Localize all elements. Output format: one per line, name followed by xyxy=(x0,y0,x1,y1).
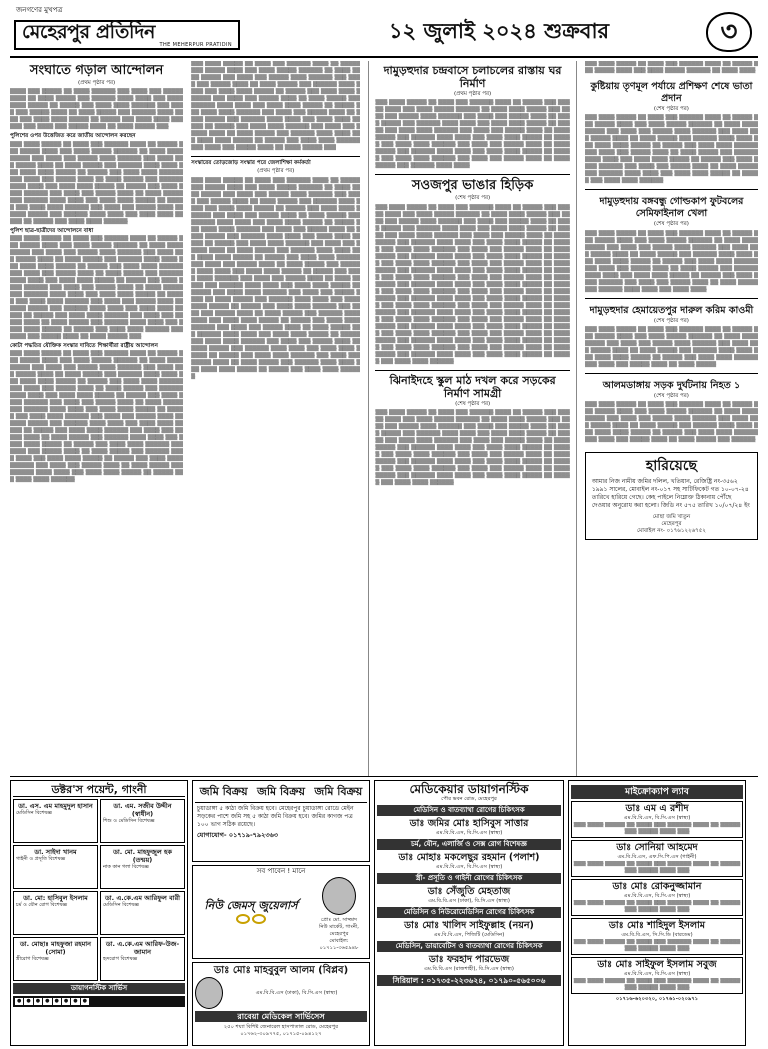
doctor-cell-name: ডা. এম. সজীব উদ্দীন (স্বাধীন) xyxy=(113,802,172,818)
continued-note: (শেষ পৃষ্ঠার পর) xyxy=(653,106,689,112)
slogan: জনগণের মুখপত্র xyxy=(16,6,63,14)
doctor-cell-spec: স্ত্রীরোগ বিশেষজ্ঞ xyxy=(16,956,49,962)
continued-note: (শেষ পৃষ্ঠার পর) xyxy=(455,400,491,407)
doctor-cell xyxy=(13,891,98,935)
headline-football: দামুড়হুদায় বঙ্গবন্ধু গোল্ডকাপ ফুটবলের সেমিফাইনাল খেলা xyxy=(599,196,744,220)
doctor-cell xyxy=(100,937,185,981)
headline-madrasa: দামুড়হুদার হেমায়েতপুর দারুল করিম কাওমী xyxy=(589,304,754,316)
divider xyxy=(191,156,360,157)
continued-note: (শেষ পৃষ্ঠার পর) xyxy=(455,195,491,202)
doctor-biplob-name: ডাঃ মোঃ মাহবুবুল আলম (বিপ্লব) xyxy=(213,965,349,976)
divider xyxy=(585,189,758,190)
article-body-filler: ▒▒▒ ▒▒▒▒ ▒▒▒▒▒ ▒▒ ▒▒▒▒ ▒▒▒ ▒▒▒▒▒▒ ▒▒▒▒ ▒▒ ▒▒▒▒▒ ▒▒▒ ▒▒▒▒▒ ▒▒▒▒ ▒▒▒ ▒▒▒▒ ▒▒▒▒▒ ▒▒▒▒▒▒ ▒▒ ▒▒▒▒ ▒▒▒▒ ▒▒▒▒▒ ▒▒▒ ▒▒▒▒ ▒▒▒ ▒▒▒▒▒ ▒▒▒▒ ▒▒▒▒▒▒ ▒▒▒ ▒▒▒▒ ▒▒▒ ▒▒▒▒▒ ▒▒▒▒ ▒▒ ▒▒▒▒ ▒▒▒▒▒ ▒▒▒ ▒▒▒▒▒▒ ▒▒▒▒ ▒▒▒▒ ▒▒▒ ▒▒▒▒ ▒▒▒▒ ▒▒▒▒▒ ▒▒ ▒▒▒▒▒ ▒▒▒ ▒▒▒▒ ▒▒▒▒ ▒▒▒▒▒▒ ▒▒▒ ▒▒▒▒ ▒▒▒ ▒▒▒▒▒ ▒▒▒▒ ▒▒ ▒▒▒▒ ▒▒▒▒▒ ▒▒▒ ▒▒▒▒▒▒ ▒▒▒▒ ▒▒▒▒ ▒▒▒ ▒▒▒▒ ▒▒▒▒ ▒▒▒▒▒ ▒▒ ▒▒▒▒▒ ▒▒▒ ▒▒▒▒ ▒▒▒▒ ▒▒▒▒▒▒ ▒▒▒ ▒▒▒▒ ▒▒▒ ▒▒▒▒▒ ▒▒▒▒ ▒▒ ▒▒▒▒ ▒▒▒▒▒ ▒▒▒ ▒▒▒▒▒▒ ▒▒▒▒ ▒▒▒▒ ▒▒▒ ▒▒▒▒ ▒▒▒▒ ▒▒▒▒▒ ▒▒ ▒▒▒▒▒ ▒▒▒ ▒▒▒▒ ▒▒▒▒ ▒▒▒▒▒▒ ▒▒▒ ▒▒▒▒ ▒▒▒ ▒▒▒▒▒ ▒▒▒▒ ▒▒ ▒▒▒▒ ▒▒▒▒▒ ▒▒▒ ▒▒▒▒▒▒ ▒▒▒▒ ▒▒▒▒ ▒▒▒ ▒▒▒▒ ▒▒▒▒ ▒▒▒▒▒ ▒▒ ▒▒▒▒▒ ▒▒▒ ▒▒▒▒ ▒▒▒▒ ▒▒▒▒▒▒ ▒▒▒ ▒▒▒▒ ▒▒▒ ▒▒▒▒▒ ▒▒▒▒ ▒▒ ▒▒▒▒ ▒▒▒▒▒ ▒▒▒ ▒▒▒▒▒▒ ▒▒▒▒ ▒▒▒▒ ▒▒▒ ▒▒▒▒ ▒▒▒▒ ▒▒▒▒▒ ▒▒ ▒▒▒▒▒ ▒▒▒ ▒▒▒▒ ▒▒▒▒ ▒▒▒▒▒▒ ▒▒▒ ▒▒▒▒ ▒▒▒ ▒▒▒▒▒ ▒▒▒▒ ▒▒ ▒▒▒▒ ▒▒▒▒▒ ▒▒▒ ▒▒▒▒▒▒ ▒▒▒▒ ▒▒▒▒ ▒▒▒ ▒▒▒▒ ▒▒▒▒ ▒▒▒▒▒ ▒▒ ▒▒▒▒▒ ▒▒▒ ▒▒▒▒ ▒▒▒▒ ▒▒▒▒▒▒ ▒▒▒ ▒▒▒▒ ▒▒▒ ▒▒▒▒▒ ▒▒▒▒ ▒▒ ▒▒▒▒ ▒▒▒▒▒ ▒▒▒ ▒▒▒▒▒▒ ▒▒▒▒ ▒▒▒▒ ▒▒▒ ▒▒▒▒ ▒▒▒▒ ▒▒▒▒▒ ▒▒ ▒▒▒▒▒ ▒▒▒ ▒▒▒▒ ▒▒▒▒ ▒▒▒▒▒▒ ▒▒▒ ▒▒▒▒ ▒▒▒ ▒▒▒▒▒ ▒▒▒▒ ▒▒ ▒▒▒▒ ▒▒▒▒▒ ▒▒▒ ▒▒▒▒▒▒ ▒▒▒▒ ▒▒▒▒ ▒▒▒ ▒▒▒▒ ▒▒▒▒ ▒▒▒▒▒ ▒▒ ▒▒▒▒▒ ▒▒▒ ▒▒▒▒ ▒▒▒▒ ▒▒▒▒▒▒ ▒▒▒ ▒▒▒▒ ▒▒▒ ▒▒▒▒▒ ▒▒▒▒ ▒▒ ▒▒▒▒ ▒▒▒▒▒ ▒▒▒ ▒▒▒▒▒▒ ▒▒▒▒ ▒▒▒▒ ▒▒▒ ▒▒▒▒ ▒▒▒▒ ▒▒▒▒▒ ▒▒ ▒▒▒▒▒ ▒▒▒ ▒▒▒▒ ▒▒▒▒ ▒▒▒▒▒▒ ▒▒▒ ▒▒▒▒ ▒▒▒ ▒▒▒▒▒ ▒▒▒▒ ▒▒ ▒▒▒▒ ▒▒▒▒▒ ▒▒▒ ▒▒▒▒▒▒ ▒▒▒▒ ▒▒▒▒ ▒▒▒ ▒▒▒▒ ▒▒▒▒ ▒▒▒▒▒ ▒▒ ▒▒▒▒▒ ▒▒▒ ▒▒▒▒ ▒▒▒▒ ▒▒▒▒▒▒ ▒▒▒ ▒▒▒▒ ▒▒▒ ▒▒▒▒▒ ▒▒▒▒ ▒▒ ▒▒▒▒ ▒▒▒▒▒ ▒▒▒ ▒▒▒▒▒▒ ▒▒▒▒ ▒▒▒▒ ▒▒▒ ▒▒▒▒ ▒▒▒▒ ▒▒▒▒▒ ▒▒ ▒▒▒▒▒ ▒▒▒ ▒▒▒▒ ▒▒▒▒ ▒▒▒▒▒▒ xyxy=(191,177,361,380)
microcap-doctor-degree: এম.বি.বি.এস, বি.সি.এস (স্বাস্থ্য) xyxy=(623,971,691,977)
medicare-doctor-name: ডাঃ মোঃ খালিদ সাইফুল্লাহ (নয়ন) xyxy=(404,920,534,931)
logo-subtitle: THE MEHERPUR PRATIDIN xyxy=(159,41,232,48)
medicare-doctor-degree: এম.বি.বি.এস (রাজশাহী), বি.সি.এস (স্বাস্থ্য) xyxy=(424,966,514,972)
medicare-address: পৌর ভবন রোড, মেহেরপুর xyxy=(441,796,497,802)
doctor-cell-spec: নাক কান গলা বিশেষজ্ঞ xyxy=(103,864,149,870)
subhead-education: সংস্কারের তোড়জোড় সংস্কার পরে জেলাশিক্ষা কর্মকর্তা xyxy=(191,160,311,166)
doctor-cell-name: ডা. এস. এম মাহমুদুল হাসান xyxy=(18,802,93,810)
logo-title: মেহেরপুর প্রতিদিন xyxy=(22,20,155,43)
medicare-specialty: স্ত্রী- প্রসূতি ও গাইনী রোগের চিকিৎসক xyxy=(377,873,561,884)
doctor-cell xyxy=(13,845,98,889)
medicare-doctor-name: ডাঃ ফরহাদ পারভেজ xyxy=(428,954,510,965)
service-item: ● xyxy=(35,998,41,1004)
land-sale-body: চুয়াডাঙ্গা ৫ কাঠা জমি বিক্রয় হবে। মেহেরপুর চুয়াডাঙ্গা রোডে মেইন সড়কের পাশে জমি সহ ৫ কাঠা জমি বিক্রয় হবে। জমির কাগজ পত্র ১০০ ভাগ সঠিক রয়েছে। xyxy=(197,804,354,828)
ring-icons xyxy=(195,914,307,927)
column-2 xyxy=(191,61,360,776)
lost-notice xyxy=(585,452,758,540)
medicare-doctor-degree: এম.বি.বি.এস, বি.সি.এস (স্বাস্থ্য) xyxy=(435,830,503,836)
article-body-filler: ▒▒▒ ▒▒▒▒ ▒▒▒▒▒ ▒▒ ▒▒▒▒ ▒▒▒ ▒▒▒▒▒▒ ▒▒▒▒ ▒▒ ▒▒▒▒▒ ▒▒▒ ▒▒▒▒▒ ▒▒▒▒ ▒▒▒ ▒▒▒▒ ▒▒▒▒▒ ▒▒▒▒▒▒ ▒▒ ▒▒▒▒ ▒▒▒▒ ▒▒▒▒▒ ▒▒▒ ▒▒▒▒ ▒▒▒ ▒▒▒▒▒ ▒▒▒▒ ▒▒▒▒▒▒ ▒▒▒ ▒▒▒▒ ▒▒▒ ▒▒▒▒▒ ▒▒▒▒ ▒▒ ▒▒▒▒ ▒▒▒▒▒ ▒▒▒ ▒▒▒▒▒▒ ▒▒▒▒ ▒▒▒▒ ▒▒▒ ▒▒▒▒ ▒▒▒▒ ▒▒▒▒▒ ▒▒ ▒▒▒▒▒ ▒▒▒ ▒▒▒▒ ▒▒▒▒ ▒▒▒▒▒▒ ▒▒▒ ▒▒▒▒ ▒▒▒ ▒▒▒▒▒ ▒▒▒▒ ▒▒ ▒▒▒▒ ▒▒▒▒▒ ▒▒▒ ▒▒▒▒▒▒ ▒▒▒▒ ▒▒▒▒ ▒▒▒ ▒▒▒▒ ▒▒▒▒ ▒▒▒▒▒ ▒▒ ▒▒▒▒▒ ▒▒▒ ▒▒▒▒ ▒▒▒▒ ▒▒▒▒▒▒ ▒▒▒ ▒▒▒▒ ▒▒▒ ▒▒▒▒▒ ▒▒▒▒ ▒▒ ▒▒▒▒ ▒▒▒▒▒ ▒▒▒ ▒▒▒▒▒▒ ▒▒▒▒ ▒▒▒▒ ▒▒▒ ▒▒▒▒ ▒▒▒▒ ▒▒▒▒▒ ▒▒ ▒▒▒▒▒ ▒▒▒ ▒▒▒▒ ▒▒▒▒ ▒▒▒▒▒▒ ▒▒▒ ▒▒▒▒ ▒▒▒ ▒▒▒▒▒ ▒▒▒▒ ▒▒ ▒▒▒▒ ▒▒▒▒▒ ▒▒▒ ▒▒▒▒▒▒ ▒▒▒▒ ▒▒▒▒ ▒▒▒ ▒▒▒▒ ▒▒▒▒ ▒▒▒▒▒ ▒▒ ▒▒▒▒▒ ▒▒▒ ▒▒▒▒ ▒▒▒▒ ▒▒▒▒▒▒ ▒▒▒ ▒▒▒▒ ▒▒▒ ▒▒▒▒▒ ▒▒▒▒ ▒▒ ▒▒▒▒ ▒▒▒▒▒ ▒▒▒ ▒▒▒▒▒▒ ▒▒▒▒ ▒▒▒▒ ▒▒▒ ▒▒▒▒ ▒▒▒▒ ▒▒▒▒▒ ▒▒ ▒▒▒▒▒ ▒▒▒ ▒▒▒▒ ▒▒▒▒ ▒▒▒▒▒▒ ▒▒▒ ▒▒▒▒ ▒▒▒ ▒▒▒▒▒ ▒▒▒▒ ▒▒ ▒▒▒▒ ▒▒▒▒▒ ▒▒▒ xyxy=(10,236,184,340)
continued-note: (শেষ পৃষ্ঠার পর) xyxy=(653,392,689,399)
divider xyxy=(585,298,758,299)
medicare-title: মেডিকেয়ার ডায়াগনস্টিক xyxy=(409,782,529,796)
masthead xyxy=(10,6,758,58)
medicare-specialty: মেডিসিন, ডায়াবেটিস ও বাতব্যাথা রোগের চিকিৎসক xyxy=(377,941,561,952)
jewellers-owner xyxy=(311,875,367,952)
lost-signature xyxy=(592,514,751,535)
clinic-name: রাবেয়া মেডিকেল সার্ভিসেস xyxy=(195,1011,367,1022)
clinic-phone: ০১৭৬২-৩০৯৭৭৫, ০১৭১৫-০৯৪১২৭ xyxy=(240,1031,322,1037)
article-body-filler: ▒▒▒ ▒▒▒▒ ▒▒▒▒▒ ▒▒ ▒▒▒▒ ▒▒▒ ▒▒▒▒▒▒ ▒▒▒▒ ▒▒ ▒▒▒▒▒ ▒▒▒ ▒▒▒▒▒ ▒▒▒▒ ▒▒▒ ▒▒▒▒ ▒▒▒▒▒ ▒▒▒▒▒▒ ▒▒ ▒▒▒▒ ▒▒▒▒ ▒▒▒▒▒ ▒▒▒ ▒▒▒▒ ▒▒▒ ▒▒▒▒▒ ▒▒▒▒ ▒▒▒▒▒▒ ▒▒▒ ▒▒▒▒ ▒▒▒ ▒▒▒▒▒ ▒▒▒▒ ▒▒ ▒▒▒▒ ▒▒▒▒▒ ▒▒▒ ▒▒▒▒▒▒ ▒▒▒▒ ▒▒▒▒ ▒▒▒ ▒▒▒▒ ▒▒▒▒ ▒▒▒▒▒ ▒▒ ▒▒▒▒▒ ▒▒▒ ▒▒▒▒ ▒▒▒▒ ▒▒▒▒▒▒ ▒▒▒ ▒▒▒▒ ▒▒▒ ▒▒▒▒▒ ▒▒▒▒ ▒▒ ▒▒▒▒ ▒▒▒▒▒ ▒▒▒ ▒▒▒▒▒▒ ▒▒▒▒ ▒▒▒▒ ▒▒▒ ▒▒▒▒ ▒▒▒▒ ▒▒▒▒▒ ▒▒ ▒▒▒▒▒ ▒▒▒ ▒▒▒▒ ▒▒▒▒ ▒▒▒▒▒▒ ▒▒▒ ▒▒▒▒ ▒▒▒ ▒▒▒▒▒ ▒▒▒▒ ▒▒ ▒▒▒▒ ▒▒▒▒▒ ▒▒▒ ▒▒▒▒▒▒ ▒▒▒▒ ▒▒▒▒ ▒▒▒ ▒▒▒▒ ▒▒▒▒ ▒▒▒▒▒ ▒▒ ▒▒▒▒▒ ▒▒▒ ▒▒▒▒ ▒▒▒▒ ▒▒▒▒▒▒ xyxy=(584,115,758,185)
doctor-cell-spec: গাইনী ও প্রসূতি বিশেষজ্ঞ xyxy=(16,856,66,862)
doctor-grid xyxy=(13,799,185,981)
continued-note: (প্রথম পৃষ্ঠার পর) xyxy=(257,168,295,175)
microcap-doctor xyxy=(571,957,743,994)
medicare-specialty: মেডিসিন ও নিউরোমেডিসিন রোগের চিকিৎসক xyxy=(377,907,561,918)
microcap-doctor-details: ▒▒▒ ▒▒▒▒ ▒▒▒▒▒ ▒▒ ▒▒▒▒ ▒▒▒ ▒▒▒▒▒▒ ▒▒▒▒ ▒▒ ▒▒▒▒▒ ▒▒▒ ▒▒▒▒▒ ▒▒▒▒ ▒▒▒ xyxy=(573,900,741,913)
doctor-cell-name: ডা. এ.কে.এম আরিফ-উজ-জামান xyxy=(105,940,180,956)
ad-doctors-point xyxy=(10,780,188,1046)
column-3 xyxy=(368,61,577,776)
doctor-biplob-row xyxy=(195,977,367,1009)
service-item: ● xyxy=(17,998,22,1004)
microcap-doctor xyxy=(571,918,743,955)
doctor-cell xyxy=(100,799,185,843)
ad-doctors-point-title: ডক্টর'স পয়েন্ট, গাংনী xyxy=(13,783,185,797)
doctor-cell-spec: মেডিসিন বিশেষজ্ঞ xyxy=(103,902,139,908)
headline-road-house: দামুড়হুদার চন্দ্রবাসে চলাচলের রাস্তায় ঘর নির্মাণ xyxy=(383,64,562,90)
article-body-filler: ▒▒▒ ▒▒▒▒ ▒▒▒▒▒ ▒▒ ▒▒▒▒ ▒▒▒ ▒▒▒▒▒▒ ▒▒▒▒ ▒▒ ▒▒▒▒▒ ▒▒▒ ▒▒▒▒▒ ▒▒▒▒ ▒▒▒ ▒▒▒▒ ▒▒▒▒▒ ▒▒▒▒▒▒ ▒▒ ▒▒▒▒ ▒▒▒▒ ▒▒▒▒▒ ▒▒▒ ▒▒▒▒ ▒▒▒ ▒▒▒▒▒ ▒▒▒▒ ▒▒▒▒▒▒ ▒▒▒ ▒▒▒▒ ▒▒▒ ▒▒▒▒▒ ▒▒▒▒ ▒▒ ▒▒▒▒ ▒▒▒▒▒ ▒▒▒ ▒▒▒▒▒▒ ▒▒▒▒ ▒▒▒▒ ▒▒▒ ▒▒▒▒ ▒▒▒▒ ▒▒▒▒▒ ▒▒ ▒▒▒▒▒ ▒▒▒ ▒▒▒▒ ▒▒▒▒ ▒▒▒▒▒▒ ▒▒▒ ▒▒▒▒ ▒▒▒ ▒▒▒▒▒ ▒▒▒▒ ▒▒ ▒▒▒▒ ▒▒▒▒▒ xyxy=(584,326,758,368)
microcap-doctor-name: ডাঃ মোঃ সাইফুল ইসলাম সবুজ xyxy=(597,959,717,970)
microcap-doctor-name: ডাঃ সোনিয়া আহমেদ xyxy=(616,842,698,853)
article-body-filler: ▒▒▒ ▒▒▒▒ ▒▒▒▒▒ ▒▒ ▒▒▒▒ ▒▒▒ ▒▒▒▒▒▒ ▒▒▒▒ ▒▒ ▒▒▒▒▒ ▒▒▒ ▒▒▒▒▒ ▒▒▒▒ ▒▒▒ ▒▒▒▒ ▒▒▒▒▒ ▒▒▒▒▒▒ ▒▒ ▒▒▒▒ ▒▒▒▒ ▒▒▒▒▒ ▒▒▒ ▒▒▒▒ ▒▒▒ ▒▒▒▒▒ ▒▒▒▒ ▒▒▒▒▒▒ ▒▒▒ ▒▒▒▒ ▒▒▒ ▒▒▒▒▒ ▒▒▒▒ ▒▒ ▒▒▒▒ ▒▒▒▒▒ ▒▒▒ ▒▒▒▒▒▒ ▒▒▒▒ ▒▒▒▒ ▒▒▒ ▒▒▒▒ ▒▒▒▒ ▒▒▒▒▒ ▒▒ ▒▒▒▒▒ ▒▒▒ ▒▒▒▒ ▒▒▒▒ ▒▒▒▒▒▒ ▒▒▒ ▒▒▒▒ ▒▒▒ ▒▒▒▒▒ ▒▒▒▒ ▒▒ ▒▒▒▒ ▒▒▒▒▒ ▒▒▒ ▒▒▒▒▒▒ ▒▒▒▒ ▒▒▒▒ ▒▒▒ ▒▒▒▒ ▒▒▒▒ ▒▒▒▒▒ ▒▒ ▒▒▒▒▒ ▒▒▒ ▒▒▒▒ ▒▒▒▒ ▒▒▒▒▒▒ ▒▒▒ ▒▒▒▒ ▒▒▒ ▒▒▒▒▒ ▒▒▒▒ ▒▒ ▒▒▒▒ ▒▒▒▒▒ ▒▒▒ ▒▒▒▒▒▒ ▒▒▒▒ ▒▒▒▒ ▒▒▒ ▒▒▒▒ ▒▒▒▒ ▒▒▒▒▒ ▒▒ ▒▒▒▒▒ ▒▒▒ ▒▒▒▒ ▒▒▒▒ ▒▒▒▒▒▒ ▒▒▒ ▒▒▒▒ ▒▒▒ ▒▒▒▒▒ ▒▒▒▒ ▒▒ ▒▒▒▒ ▒▒▒▒▒ ▒▒▒ ▒▒▒▒▒▒ ▒▒▒▒ ▒▒▒▒ ▒▒▒ ▒▒▒▒ ▒▒▒▒ ▒▒▒▒▒ ▒▒ ▒▒▒▒▒ ▒▒▒ ▒▒▒▒ ▒▒▒▒ ▒▒▒▒▒▒ ▒▒▒ ▒▒▒▒ ▒▒▒ ▒▒▒▒▒ ▒▒▒▒ ▒▒ ▒▒▒▒ ▒▒▒▒▒ ▒▒▒ xyxy=(191,61,361,151)
microcap-phone: ০১৭১৬-৬২০৩২০, ০১৭৬১-০২০৯৭১ xyxy=(615,996,699,1002)
article-body-filler: ▒▒▒ ▒▒▒▒ ▒▒▒▒▒ ▒▒ ▒▒▒▒ ▒▒▒ ▒▒▒▒▒▒ ▒▒▒▒ ▒▒ ▒▒▒▒▒ ▒▒▒ ▒▒▒▒▒ ▒▒▒▒ ▒▒▒ ▒▒▒▒ ▒▒▒▒▒ ▒▒▒▒▒▒ ▒▒ ▒▒▒▒ ▒▒▒▒ ▒▒▒▒▒ ▒▒▒ ▒▒▒▒ ▒▒▒ ▒▒▒▒▒ ▒▒▒▒ ▒▒▒▒▒▒ ▒▒▒ ▒▒▒▒ ▒▒▒ ▒▒▒▒▒ ▒▒▒▒ ▒▒ ▒▒▒▒ ▒▒▒▒▒ ▒▒▒ ▒▒▒▒▒▒ ▒▒▒▒ ▒▒▒▒ ▒▒▒ ▒▒▒▒ ▒▒▒▒ ▒▒▒▒▒ ▒▒ ▒▒▒▒▒ ▒▒▒ ▒▒▒▒ ▒▒▒▒ ▒▒▒▒▒▒ ▒▒▒ ▒▒▒▒ ▒▒▒ ▒▒▒▒▒ ▒▒▒▒ ▒▒ ▒▒▒▒ ▒▒▒▒▒ ▒▒▒ ▒▒▒▒▒▒ ▒▒▒▒ ▒▒▒▒ ▒▒▒ ▒▒▒▒ ▒▒▒▒ ▒▒▒▒▒ ▒▒ ▒▒▒▒▒ ▒▒▒ ▒▒▒▒ ▒▒▒▒ ▒▒▒▒▒▒ ▒▒▒ ▒▒▒▒ ▒▒▒ ▒▒▒▒▒ ▒▒▒▒ ▒▒ ▒▒▒▒ ▒▒▒▒▒ ▒▒▒ ▒▒▒▒▒▒ ▒▒▒▒ ▒▒▒▒ ▒▒▒ ▒▒▒▒ ▒▒▒▒ ▒▒▒▒▒ ▒▒ ▒▒▒▒▒ ▒▒▒ ▒▒▒▒ ▒▒▒▒ ▒▒▒▒▒▒ ▒▒▒ ▒▒▒▒ ▒▒▒ ▒▒▒▒▒ ▒▒▒▒ ▒▒ ▒▒▒▒ ▒▒▒▒▒ ▒▒▒ ▒▒▒▒▒▒ ▒▒▒▒ ▒▒▒▒ xyxy=(375,100,570,170)
lost-place: মেহেরপুর xyxy=(661,521,682,528)
medicare-specialty: চর্ম, যৌন, এলার্জি ও সেক্স রোগ বিশেষজ্ঞ xyxy=(377,839,561,850)
article-area xyxy=(10,61,758,777)
doctor-cell-name: ডা. মোছাঃ মাহফুজা রহমান (সোমা) xyxy=(19,940,92,956)
ad-column-2 xyxy=(192,780,370,1046)
article-body-filler: ▒▒▒ ▒▒▒▒ ▒▒▒▒▒ ▒▒ ▒▒▒▒ ▒▒▒ ▒▒▒▒▒▒ ▒▒▒▒ ▒▒ ▒▒▒▒▒ ▒▒▒ ▒▒▒▒▒ ▒▒▒▒ ▒▒▒ ▒▒▒▒ ▒▒▒▒▒ ▒▒▒▒▒▒ ▒▒ ▒▒▒▒ ▒▒▒▒ ▒▒▒▒▒ ▒▒▒ ▒▒▒▒ ▒▒▒ ▒▒▒▒▒ ▒▒▒▒ ▒▒▒▒▒▒ ▒▒▒ ▒▒▒▒ ▒▒▒ ▒▒▒▒▒ ▒▒▒▒ ▒▒ ▒▒▒▒ ▒▒▒▒▒ ▒▒▒ ▒▒▒▒▒▒ ▒▒▒▒ ▒▒▒▒ ▒▒▒ ▒▒▒▒ ▒▒▒▒ ▒▒▒▒▒ ▒▒ ▒▒▒▒▒ ▒▒▒ ▒▒▒▒ ▒▒▒▒ ▒▒▒▒▒▒ ▒▒▒ ▒▒▒▒ ▒▒▒ ▒▒▒▒▒ ▒▒▒▒ ▒▒ ▒▒▒▒ ▒▒▒▒▒ ▒▒▒ ▒▒▒▒▒▒ ▒▒▒▒ ▒▒▒▒ ▒▒▒ ▒▒▒▒ ▒▒▒▒ ▒▒▒▒▒ ▒▒ ▒▒▒▒▒ ▒▒▒ ▒▒▒▒ ▒▒▒▒ ▒▒▒▒▒▒ ▒▒▒ ▒▒▒▒ ▒▒▒ ▒▒▒▒▒ ▒▒▒▒ ▒▒ ▒▒▒▒ ▒▒▒▒▒ ▒▒▒ ▒▒▒▒▒▒ ▒▒▒▒ ▒▒▒▒ ▒▒▒ ▒▒▒▒ ▒▒▒▒ xyxy=(584,230,758,293)
microcap-doctor-degree: এম.বি.বি.এস, এফ.সি.পি.এস (গাইনী) xyxy=(617,854,697,860)
microcap-doctors xyxy=(571,801,743,994)
land-sale-headings xyxy=(195,783,367,803)
microcap-doctor-name: ডাঃ মোঃ শাহিদুল ইসলাম xyxy=(608,920,706,931)
doctor-cell xyxy=(13,799,98,843)
jewellers-address: নিউ মার্কেট, গাংনী, মেহেরপুর xyxy=(319,924,359,937)
service-strip xyxy=(13,996,185,1007)
headline-sawjpur: সওজপুর ভাঙার হিড়িক xyxy=(411,178,534,194)
ad-column-1 xyxy=(10,780,188,1046)
subhead-quota: কোটা পদ্ধতির যৌক্তিক সংস্কার দাবিতে শিক্ষার্থীরা রাষ্ট্রীয় আন্দোলন xyxy=(10,343,159,349)
ring-icon xyxy=(252,914,266,924)
medicare-doctor xyxy=(377,839,561,871)
continued-note: (প্রথম পৃষ্ঠার পর) xyxy=(454,91,492,97)
lost-phone: মোবাইল নং- ০১৭৬১২২৬৭৫২ xyxy=(636,528,706,535)
article-body-filler: ▒▒▒ ▒▒▒▒ ▒▒▒▒▒ ▒▒ ▒▒▒▒ ▒▒▒ ▒▒▒▒▒▒ ▒▒▒▒ ▒▒ ▒▒▒▒▒ ▒▒▒ ▒▒▒▒▒ ▒▒▒▒ ▒▒▒ ▒▒▒▒ ▒▒▒▒▒ ▒▒▒▒▒▒ ▒▒ ▒▒▒▒ ▒▒▒▒ ▒▒▒▒▒ ▒▒▒ ▒▒▒▒ ▒▒▒ ▒▒▒▒▒ ▒▒▒▒ ▒▒▒▒▒▒ ▒▒▒ ▒▒▒▒ ▒▒▒ ▒▒▒▒▒ ▒▒▒▒ ▒▒ ▒▒▒▒ ▒▒▒▒▒ ▒▒▒ ▒▒▒▒▒▒ ▒▒▒▒ ▒▒▒▒ ▒▒▒ ▒▒▒▒ ▒▒▒▒ ▒▒▒▒▒ ▒▒ ▒▒▒▒▒ ▒▒▒ ▒▒▒▒ ▒▒▒▒ ▒▒▒▒▒▒ ▒▒▒ ▒▒▒▒ ▒▒▒ ▒▒▒▒▒ ▒▒▒▒ ▒▒ ▒▒▒▒ ▒▒▒▒▒ ▒▒▒ ▒▒▒▒▒▒ ▒▒▒▒ ▒▒▒▒ ▒▒▒ ▒▒▒▒ ▒▒▒▒ ▒▒▒▒▒ ▒▒ ▒▒▒▒▒ ▒▒▒ ▒▒▒▒ ▒▒▒▒ ▒▒▒▒▒▒ ▒▒▒ ▒▒▒▒ ▒▒▒ ▒▒▒▒▒ ▒▒▒▒ ▒▒ ▒▒▒▒ ▒▒▒▒▒ ▒▒▒ ▒▒▒▒▒▒ ▒▒▒▒ ▒▒▒▒ ▒▒▒ ▒▒▒▒ ▒▒▒▒ ▒▒▒▒▒ ▒▒ ▒▒▒▒▒ ▒▒▒ ▒▒▒▒ ▒▒▒▒ ▒▒▒▒▒▒ ▒▒▒ ▒▒▒▒ ▒▒▒ ▒▒▒▒▒ ▒▒▒▒ ▒▒ ▒▒▒▒ ▒▒▒▒▒ ▒▒▒ ▒▒▒▒▒▒ ▒▒▒▒ ▒▒▒▒ ▒▒▒ ▒▒▒▒ ▒▒▒▒ ▒▒▒▒▒ ▒▒ ▒▒▒▒▒ ▒▒▒ ▒▒▒▒ ▒▒▒▒ ▒▒▒▒▒▒ xyxy=(10,141,184,225)
medicare-doctor-name: ডাঃ মোহাঃ মকলেছুর রহমান (পলাশ) xyxy=(398,852,540,863)
doctor-cell xyxy=(100,891,185,935)
doctor-cell xyxy=(100,845,185,889)
article-body-filler: ▒▒▒ ▒▒▒▒ ▒▒▒▒▒ ▒▒ ▒▒▒▒ ▒▒▒ ▒▒▒▒▒▒ ▒▒▒▒ ▒▒ ▒▒▒▒▒ ▒▒▒ ▒▒▒▒▒ ▒▒▒▒ ▒▒▒ ▒▒▒▒ ▒▒▒▒▒ ▒▒▒▒▒▒ ▒▒ ▒▒▒▒ ▒▒▒▒ ▒▒▒▒▒ ▒▒▒ ▒▒▒▒ ▒▒▒ ▒▒▒▒▒ ▒▒▒▒ ▒▒▒▒▒▒ ▒▒▒ ▒▒▒▒ ▒▒▒ ▒▒▒▒▒ ▒▒▒▒ ▒▒ ▒▒▒▒ ▒▒▒▒▒ ▒▒▒ ▒▒▒▒▒▒ ▒▒▒▒ ▒▒▒▒ ▒▒▒ ▒▒▒▒ ▒▒▒▒ ▒▒▒▒▒ ▒▒ ▒▒▒▒▒ ▒▒▒ ▒▒▒▒ ▒▒▒▒ ▒▒▒▒▒▒ ▒▒▒ ▒▒▒▒ ▒▒▒ ▒▒▒▒▒ ▒▒▒▒ ▒▒ ▒▒▒▒ ▒▒▒▒▒ ▒▒▒ ▒▒▒▒▒▒ ▒▒▒▒ ▒▒▒▒ ▒▒▒ ▒▒▒▒ ▒▒▒▒ ▒▒▒▒▒ ▒▒ ▒▒▒▒▒ ▒▒▒ ▒▒▒▒ ▒▒▒▒ ▒▒▒▒▒▒ ▒▒▒ ▒▒▒▒ ▒▒▒ ▒▒▒▒▒ ▒▒▒▒ ▒▒ ▒▒▒▒ ▒▒▒▒▒ ▒▒▒ ▒▒▒▒▒▒ ▒▒▒▒ ▒▒▒▒ ▒▒▒ ▒▒▒▒ ▒▒▒▒ ▒▒▒▒▒ ▒▒ ▒▒▒▒▒ ▒▒▒ ▒▒▒▒ ▒▒▒▒ ▒▒▒▒▒▒ ▒▒▒ ▒▒▒▒ ▒▒▒ ▒▒▒▒▒ ▒▒▒▒ ▒▒ ▒▒▒▒ ▒▒▒▒▒ ▒▒▒ ▒▒▒▒▒▒ ▒▒▒▒ ▒▒▒▒ ▒▒▒ ▒▒▒▒ ▒▒▒▒ ▒▒▒▒▒ ▒▒ ▒▒▒▒▒ ▒▒▒ ▒▒▒▒ ▒▒▒▒ ▒▒▒▒▒▒ ▒▒▒ ▒▒▒▒ ▒▒▒ ▒▒▒▒▒ ▒▒▒▒ ▒▒ ▒▒▒▒ ▒▒▒▒▒ ▒▒▒ ▒▒▒▒▒▒ ▒▒▒▒ ▒▒▒▒ ▒▒▒ ▒▒▒▒ ▒▒▒▒ ▒▒▒▒▒ ▒▒ ▒▒▒▒▒ ▒▒▒ ▒▒▒▒ ▒▒▒▒ ▒▒▒▒▒▒ ▒▒▒ ▒▒▒▒ ▒▒▒ ▒▒▒▒▒ ▒▒▒▒ ▒▒ ▒▒▒▒ ▒▒▒▒▒ ▒▒▒ ▒▒▒▒▒▒ ▒▒▒▒ ▒▒▒▒ ▒▒▒ ▒▒▒▒ ▒▒▒▒ ▒▒▒▒▒ ▒▒ ▒▒▒▒▒ ▒▒▒ ▒▒▒▒ ▒▒▒▒ ▒▒▒▒▒▒ ▒▒▒ ▒▒▒▒ ▒▒▒ ▒▒▒▒▒ ▒▒▒▒ ▒▒ ▒▒▒▒ ▒▒▒▒▒ ▒▒▒ ▒▒▒▒▒▒ ▒▒▒▒ ▒▒▒▒ ▒▒▒ ▒▒▒▒ ▒▒▒▒ ▒▒▒▒▒ ▒▒ ▒▒▒▒▒ ▒▒▒ ▒▒▒▒ ▒▒▒▒ ▒▒▒▒▒▒ xyxy=(10,351,184,484)
service-item: ● xyxy=(63,998,69,1004)
continued-note: (প্রথম পৃষ্ঠার পর) xyxy=(77,80,116,86)
column-4 xyxy=(585,61,758,776)
medicare-doctor xyxy=(377,907,561,939)
medicare-phone: সিরিয়াল : ০১৭৩৫-২২৩৬২৪, ০১৭৯০-৫৬৫০০৬ xyxy=(377,975,561,986)
medicare-doctor xyxy=(377,941,561,973)
service-item: ● xyxy=(45,998,50,1004)
divider xyxy=(375,174,570,175)
headline-movement: সংঘাতে গড়াল আন্দোলন xyxy=(29,63,164,78)
jewellers-name: নিউ জেমস্ জুয়েলার্স xyxy=(204,898,298,912)
microcap-doctor-degree: এম.বি.বি.এস, বি.সি.এস (স্বাস্থ্য) xyxy=(623,893,691,899)
ad-doctors-point-footer: ডায়াগনস্টিক সার্ভিস xyxy=(13,983,185,994)
medicare-doctor-name: ডাঃ সেঁজুতি মেহতাজ xyxy=(427,886,511,897)
issue-date: ১২ জুলাই ২০২৪ শুক্রবার xyxy=(388,19,610,44)
medicare-doctor-degree: এম.বি.বি.এস (ঢাকা), বি.সি.এস (স্বাস্থ্য) xyxy=(428,898,510,904)
doctor-cell-name: ডা. মো: হাসিবুল ইসলাম xyxy=(23,894,88,902)
divider xyxy=(585,373,758,374)
microcap-doctor xyxy=(571,801,743,838)
doctor-cell-name: ডা. সাইদা খানম xyxy=(34,848,77,856)
microcap-doctor xyxy=(571,840,743,877)
medicare-doctors xyxy=(377,805,561,973)
ad-microcap xyxy=(568,780,746,1046)
lost-heading: হারিয়েছে xyxy=(645,458,697,474)
lost-name: মোছা জমি খাতুন xyxy=(652,514,691,521)
headline-accident: আলমডাঙ্গায় সড়ক দুর্ঘটনায় নিহত ১ xyxy=(602,379,741,391)
service-item: ● xyxy=(82,998,87,1004)
ad-jewellers xyxy=(192,865,370,959)
ad-column-4 xyxy=(568,780,746,1046)
ad-medicare xyxy=(374,780,564,1046)
doctor-cell-spec: শিশু ও মেডিসিন বিশেষজ্ঞ xyxy=(103,818,155,824)
medicare-doctor-degree: এম.বি.বি.এস, বি.সি.এস (স্বাস্থ্য) xyxy=(435,864,503,870)
article-body-filler: ▒▒▒ ▒▒▒▒ ▒▒▒▒▒ ▒▒ ▒▒▒▒ ▒▒▒ ▒▒▒▒▒▒ ▒▒▒▒ ▒▒ ▒▒▒▒▒ ▒▒▒ ▒▒▒▒▒ ▒▒▒▒ ▒▒▒ ▒▒▒▒ ▒▒▒▒▒ ▒▒▒▒▒▒ ▒▒ ▒▒▒▒ ▒▒▒▒ ▒▒▒▒▒ ▒▒▒ ▒▒▒▒ ▒▒▒ ▒▒▒▒▒ ▒▒▒▒ ▒▒▒▒▒▒ ▒▒▒ ▒▒▒▒ ▒▒▒ ▒▒▒▒▒ ▒▒▒▒ ▒▒ ▒▒▒▒ ▒▒▒▒▒ ▒▒▒ ▒▒▒▒▒▒ ▒▒▒▒ ▒▒▒▒ ▒▒▒ ▒▒▒▒ ▒▒▒▒ ▒▒▒▒▒ ▒▒ ▒▒▒▒▒ ▒▒▒ ▒▒▒▒ ▒▒▒▒ ▒▒▒▒▒▒ ▒▒▒ ▒▒▒▒ ▒▒▒ ▒▒▒▒▒ ▒▒▒▒ ▒▒ ▒▒▒▒ ▒▒▒▒▒ ▒▒▒ ▒▒▒▒▒▒ ▒▒▒▒ ▒▒▒▒ ▒▒▒ ▒▒▒▒ ▒▒▒▒ ▒▒▒▒▒ ▒▒ ▒▒▒▒▒ ▒▒▒ ▒▒▒▒ ▒▒▒▒ ▒▒▒▒▒▒ ▒▒▒ ▒▒▒▒ ▒▒▒ ▒▒▒▒▒ ▒▒▒▒ ▒▒ ▒▒▒▒ ▒▒▒▒▒ ▒▒▒ ▒▒▒▒▒▒ ▒▒▒▒ ▒▒▒▒ ▒▒▒ ▒▒▒▒ ▒▒▒▒ ▒▒▒▒▒ ▒▒ ▒▒▒▒▒ ▒▒▒ ▒▒▒▒ ▒▒▒▒ ▒▒▒▒▒▒ ▒▒▒ ▒▒▒▒ ▒▒▒ ▒▒▒▒▒ ▒▒▒▒ ▒▒ ▒▒▒▒ ▒▒▒▒▒ ▒▒▒ ▒▒▒▒▒▒ ▒▒▒▒ ▒▒▒▒ ▒▒▒ ▒▒▒▒ ▒▒▒▒ ▒▒▒▒▒ ▒▒ ▒▒▒▒▒ ▒▒▒ ▒▒▒▒ ▒▒▒▒ ▒▒▒▒▒▒ xyxy=(375,409,570,486)
microcap-doctor-name: ডাঃ মোঃ রোকনুজ্জামান xyxy=(612,881,702,892)
jewellers-info xyxy=(195,899,307,929)
microcap-doctor xyxy=(571,879,743,916)
article-body-filler: ▒▒▒ ▒▒▒▒ ▒▒▒▒▒ ▒▒ ▒▒▒▒ ▒▒▒ ▒▒▒▒▒▒ ▒▒▒▒ ▒▒ ▒▒▒▒▒ ▒▒▒ ▒▒▒▒▒ ▒▒▒▒ ▒▒▒ ▒▒▒▒ ▒▒▒▒▒ ▒▒▒▒▒▒ ▒▒ ▒▒▒▒ ▒▒▒▒ ▒▒▒▒▒ ▒▒▒ ▒▒▒▒ ▒▒▒ ▒▒▒▒▒ ▒▒▒▒ ▒▒▒▒▒▒ ▒▒▒ ▒▒▒▒ ▒▒▒ ▒▒▒▒▒ ▒▒▒▒ ▒▒ ▒▒▒▒ ▒▒▒▒▒ ▒▒▒ ▒▒▒▒▒▒ ▒▒▒▒ ▒▒▒▒ ▒▒▒ ▒▒▒▒ ▒▒▒▒ ▒▒▒▒▒ ▒▒ ▒▒▒▒▒ ▒▒▒ ▒▒▒▒ ▒▒▒▒ ▒▒▒▒▒▒ ▒▒▒ ▒▒▒▒ ▒▒▒ ▒▒▒▒▒ ▒▒▒▒ ▒▒ ▒▒▒▒ ▒▒▒▒▒ ▒▒▒ ▒▒▒▒▒▒ ▒▒▒▒ ▒▒▒▒ ▒▒▒ ▒▒▒▒ ▒▒▒▒ ▒▒▒▒▒ ▒▒ ▒▒▒▒▒ ▒▒▒ ▒▒▒▒ ▒▒▒▒ ▒▒▒▒▒▒ ▒▒▒ ▒▒▒▒ ▒▒▒ ▒▒▒▒▒ ▒▒▒▒ ▒▒ ▒▒▒▒ ▒▒▒▒▒ ▒▒▒ ▒▒▒▒▒▒ ▒▒▒▒ ▒▒▒▒ ▒▒▒ ▒▒▒▒ ▒▒▒▒ ▒▒▒▒▒ ▒▒ ▒▒▒▒▒ ▒▒▒ ▒▒▒▒ ▒▒▒▒ ▒▒▒▒▒▒ ▒▒▒ ▒▒▒▒ ▒▒▒ ▒▒▒▒▒ ▒▒▒▒ ▒▒ ▒▒▒▒ ▒▒▒▒▒ ▒▒▒ ▒▒▒▒▒▒ ▒▒▒▒ ▒▒▒▒ ▒▒▒ ▒▒▒▒ ▒▒▒▒ ▒▒▒▒▒ ▒▒ ▒▒▒▒▒ ▒▒▒ ▒▒▒▒ ▒▒▒▒ ▒▒▒▒▒▒ ▒▒▒ ▒▒▒▒ ▒▒▒ ▒▒▒▒▒ ▒▒▒▒ ▒▒ ▒▒▒▒ ▒▒▒▒▒ ▒▒▒ ▒▒▒▒▒▒ ▒▒▒▒ ▒▒▒▒ ▒▒▒ ▒▒▒▒ ▒▒▒▒ ▒▒▒▒▒ ▒▒ ▒▒▒▒▒ ▒▒▒ ▒▒▒▒ ▒▒▒▒ ▒▒▒▒▒▒ ▒▒▒ ▒▒▒▒ ▒▒▒ ▒▒▒▒▒ ▒▒▒▒ ▒▒ ▒▒▒▒ ▒▒▒▒▒ ▒▒▒ ▒▒▒▒▒▒ ▒▒▒▒ ▒▒▒▒ ▒▒▒ ▒▒▒▒ ▒▒▒▒ ▒▒▒▒▒ ▒▒ ▒▒▒▒▒ ▒▒▒ ▒▒▒▒ ▒▒▒▒ ▒▒▒▒▒▒ ▒▒▒ ▒▒▒▒ ▒▒▒ ▒▒▒▒▒ ▒▒▒▒ ▒▒ ▒▒▒▒ ▒▒▒▒▒ ▒▒▒ ▒▒▒▒▒▒ ▒▒▒▒ ▒▒▒▒ ▒▒▒ ▒▒▒▒ ▒▒▒▒ ▒▒▒▒▒ ▒▒ ▒▒▒▒▒ ▒▒▒ ▒▒▒▒ ▒▒▒▒ ▒▒▒▒▒▒ ▒▒▒ ▒▒▒▒ ▒▒▒ ▒▒▒▒▒ ▒▒▒▒ ▒▒ ▒▒▒▒ ▒▒▒▒▒ ▒▒▒ ▒▒▒▒▒▒ ▒▒▒▒ ▒▒▒▒ ▒▒▒ ▒▒▒▒ ▒▒▒▒ ▒▒▒▒▒ ▒▒ ▒▒▒▒▒ ▒▒▒ ▒▒▒▒ ▒▒▒▒ ▒▒▒▒▒▒ ▒▒▒ ▒▒▒▒ ▒▒▒ ▒▒▒▒▒ ▒▒▒▒ ▒▒ ▒▒▒▒ ▒▒▒▒▒ ▒▒▒ ▒▒▒▒▒▒ ▒▒▒▒ ▒▒▒▒ ▒▒▒ ▒▒▒▒ ▒▒▒▒ ▒▒▒▒▒ ▒▒ ▒▒▒▒▒ ▒▒▒ ▒▒▒▒ ▒▒▒▒ ▒▒▒▒▒▒ ▒▒▒ ▒▒▒▒ ▒▒▒ ▒▒▒▒▒ ▒▒▒▒ ▒▒ ▒▒▒▒ ▒▒▒▒▒ ▒▒▒ ▒▒▒▒▒▒ ▒▒▒▒ ▒▒▒▒ ▒▒▒ ▒▒▒▒ ▒▒▒▒ ▒▒▒▒▒ ▒▒ ▒▒▒▒▒ ▒▒▒ ▒▒▒▒ ▒▒▒▒ ▒▒▒▒▒▒ xyxy=(375,204,570,365)
divider xyxy=(375,370,570,371)
ad-land-sale xyxy=(192,780,370,862)
continued-note: (শেষ পৃষ্ঠার পর) xyxy=(653,317,689,324)
medicare-doctor-name: ডাঃ জমির মোঃ হাসিবুস সাত্তার xyxy=(409,818,529,829)
microcap-doctor-degree: এম.বি.বি.এস, সি.সি.ডি (বারডেম) xyxy=(621,932,693,938)
ring-icon xyxy=(236,914,250,924)
service-item: ● xyxy=(73,998,78,1004)
article-body-filler: ▒▒▒ ▒▒▒▒ ▒▒▒▒▒ ▒▒ ▒▒▒▒ ▒▒▒ ▒▒▒▒▒▒ ▒▒▒▒ ▒▒ ▒▒▒▒▒ ▒▒▒ ▒▒▒▒▒ ▒▒▒▒ ▒▒▒ ▒▒▒▒ ▒▒▒▒▒ ▒▒▒▒▒▒ ▒▒ ▒▒▒▒ ▒▒▒▒ ▒▒▒▒▒ ▒▒▒ ▒▒▒▒ ▒▒▒ ▒▒▒▒▒ ▒▒▒▒ ▒▒▒▒▒▒ ▒▒▒ ▒▒▒▒ ▒▒▒ ▒▒▒▒▒ ▒▒▒▒ ▒▒ ▒▒▒▒ ▒▒▒▒▒ ▒▒▒ ▒▒▒▒▒▒ ▒▒▒▒ ▒▒▒▒ ▒▒▒ ▒▒▒▒ ▒▒▒▒ ▒▒▒▒▒ ▒▒ ▒▒▒▒▒ ▒▒▒ ▒▒▒▒ ▒▒▒▒ ▒▒▒▒▒▒ ▒▒▒ ▒▒▒▒ ▒▒▒ ▒▒▒▒▒ ▒▒▒▒ ▒▒ ▒▒▒▒ ▒▒▒▒▒ ▒▒▒ ▒▒▒▒▒▒ xyxy=(584,402,758,443)
microcap-title: মাইক্রোক্যাপ ল্যাব xyxy=(571,785,743,799)
microcap-doctor-details: ▒▒▒ ▒▒▒▒ ▒▒▒▒▒ ▒▒ ▒▒▒▒ ▒▒▒ ▒▒▒▒▒▒ ▒▒▒▒ ▒▒ ▒▒▒▒▒ ▒▒▒ ▒▒▒▒▒ ▒▒▒▒ ▒▒▒ xyxy=(573,822,741,835)
newspaper-logo xyxy=(14,20,240,50)
jewellers-phone: মোবাইল: ০১৭১১-৩৬৫৯৪৮ xyxy=(319,938,359,951)
headline-jhenaidah: ঝিনাইদহে স্কুল মাঠ দখল করে সড়কের নির্মাণ সামগ্রী xyxy=(389,373,556,400)
doctor-cell-name: ডা. এ.কে.এম আরিফুল বারী xyxy=(104,894,181,902)
land-sale-phone: যোগাযোগ- ০১৭১৯-৭৯২৩৬৩ xyxy=(197,830,279,839)
owner-name: প্রোঃ মো. সাজ্জাদ xyxy=(320,917,358,923)
article-body-filler: ▒▒▒▒ ▒▒▒ ▒▒▒▒▒ ▒▒ ▒▒▒▒ ▒▒▒▒▒▒ ▒▒▒ ▒▒▒▒ ▒▒▒ ▒▒▒▒▒ ▒▒▒▒ ▒▒ ▒▒▒▒ ▒▒▒▒▒ ▒▒▒ ▒▒▒▒▒▒ ▒▒▒▒ ▒▒▒▒ ▒▒▒ ▒▒▒▒ ▒▒▒▒ ▒▒▒▒▒ ▒▒ ▒▒▒▒▒ ▒▒▒ ▒▒▒▒ ▒▒▒▒ ▒▒▒▒▒▒ ▒▒▒ ▒▒▒▒ ▒▒▒ ▒▒▒▒▒ ▒▒▒▒ ▒▒ ▒▒▒▒ ▒▒▒▒▒ ▒▒▒ ▒▒▒▒▒▒ ▒▒▒▒ ▒▒▒▒ ▒▒▒ ▒▒▒▒ ▒▒▒▒ ▒▒▒▒▒ ▒▒ ▒▒▒▒▒ ▒▒▒ ▒▒▒▒ ▒▒▒▒ ▒▒▒▒▒▒ ▒▒▒ ▒▒▒▒ ▒▒▒ ▒▒▒▒▒ ▒▒▒▒ ▒▒ ▒▒▒▒ ▒▒▒▒▒ ▒▒▒ xyxy=(10,89,184,131)
microcap-doctor-details: ▒▒▒ ▒▒▒▒ ▒▒▒▒▒ ▒▒ ▒▒▒▒ ▒▒▒ ▒▒▒▒▒▒ ▒▒▒▒ ▒▒ ▒▒▒▒▒ ▒▒▒ ▒▒▒▒▒ ▒▒▒▒ ▒▒▒ xyxy=(573,861,741,874)
land-sale-heading: জমি বিক্রয় xyxy=(314,785,363,798)
doctor-cell-spec: চর্ম ও যৌন রোগ বিশেষজ্ঞ xyxy=(16,902,68,908)
article-body-filler: ▒▒▒ ▒▒▒▒ ▒▒▒▒▒ ▒▒ ▒▒▒▒ ▒▒▒ ▒▒▒▒▒▒ ▒▒▒▒ ▒▒ ▒▒▒▒▒ ▒▒▒ ▒▒▒▒▒ ▒▒▒▒ ▒▒▒ ▒▒▒▒ ▒▒▒▒▒ ▒▒▒▒▒▒ ▒▒ ▒▒▒▒ ▒▒▒▒ xyxy=(584,61,758,74)
doctor-biplob-degree: এম.বি.বি.এস (ঢাকা), বি.সি.এস (স্বাস্থ্য) xyxy=(255,989,338,996)
continued-note: (শেষ পৃষ্ঠার পর) xyxy=(653,221,689,228)
ad-doctor-biplob xyxy=(192,962,370,1046)
ad-column-3 xyxy=(374,780,564,1046)
column-1 xyxy=(10,61,183,776)
subhead-police: পুলিশের ওপর উত্তেজিত করে জাতীয় আন্দোলন করছেন xyxy=(10,133,136,140)
medicare-doctor xyxy=(377,873,561,905)
doctor-photo xyxy=(195,977,223,1009)
medicare-doctor xyxy=(377,805,561,837)
jewellers-row xyxy=(195,875,367,952)
jewellers-tagline: সব পাবেন ! মানে xyxy=(256,867,306,875)
service-item: ● xyxy=(26,998,31,1004)
medicare-specialty: মেডিসিন ও বাতব্যাথা রোগের চিকিৎসক xyxy=(377,805,561,816)
medicare-doctor-degree: এম.বি.বি.এস, পিজিটি (মেডিসিন) xyxy=(433,932,505,938)
headline-kushtia: কুষ্টিয়ায় তৃণমূল পর্যায়ে প্রশিক্ষণ শেষে ভাতা প্রদান xyxy=(590,81,753,104)
service-item: ● xyxy=(54,998,59,1004)
microcap-doctor-details: ▒▒▒ ▒▒▒▒ ▒▒▒▒▒ ▒▒ ▒▒▒▒ ▒▒▒ ▒▒▒▒▒▒ ▒▒▒▒ ▒▒ ▒▒▒▒▒ ▒▒▒ ▒▒▒▒▒ ▒▒▒▒ ▒▒▒ xyxy=(573,939,741,952)
lost-body: আমার নিজ নামীয় জমির দলিল, খতিয়ান, রেজিষ্ট্রি নং-৩৫৬২ ১৯৯১ সালের, মোবাইল নং-০১৭ সহ সাটিফিকেট গত ১০-০৭-২৪ তারিখে হারিয়ে গেছে। কেহ পাইলে নিম্নোক্ত ঠিকানায় পৌঁছে দেওয়ার অনুরোধ করা হলো। জিডি নং ৫৭৫ তারিখ ১০/০৭/২৪ ইং xyxy=(591,478,750,510)
doctor-cell-spec: মেডিসিন বিশেষজ্ঞ xyxy=(16,810,52,816)
page-number: ৩ xyxy=(706,12,752,52)
ads-area xyxy=(10,780,758,1046)
microcap-doctor-details: ▒▒▒ ▒▒▒▒ ▒▒▒▒▒ ▒▒ ▒▒▒▒ ▒▒▒ ▒▒▒▒▒▒ ▒▒▒▒ ▒▒ ▒▒▒▒▒ ▒▒▒ ▒▒▒▒▒ ▒▒▒▒ ▒▒▒ xyxy=(573,978,741,991)
land-sale-heading: জমি বিক্রয় xyxy=(199,785,248,798)
microcap-doctor-degree: এম.বি.বি.এস, বি.সি.এস (স্বাস্থ্য) xyxy=(623,815,691,821)
doctor-cell xyxy=(13,937,98,981)
doctor-cell-spec: হৃদরোগ বিশেষজ্ঞ xyxy=(103,956,138,962)
land-sale-heading: জমি বিক্রয় xyxy=(257,785,305,798)
microcap-doctor-name: ডাঃ এম এ রশীদ xyxy=(625,803,689,814)
subhead-students: পুলিশ ছাত্র-ছাত্রীদের আন্দোলনে বাধা xyxy=(10,227,94,234)
clinic-address: ২৫০ শয্যা বিশিষ্ট জেনারেল হাসপাতাল রোড, মেহেরপুর xyxy=(223,1024,339,1030)
owner-photo xyxy=(322,877,356,915)
doctor-cell-name: ডা. মো. মাহফুজুল হক (তন্ময়) xyxy=(113,848,172,864)
